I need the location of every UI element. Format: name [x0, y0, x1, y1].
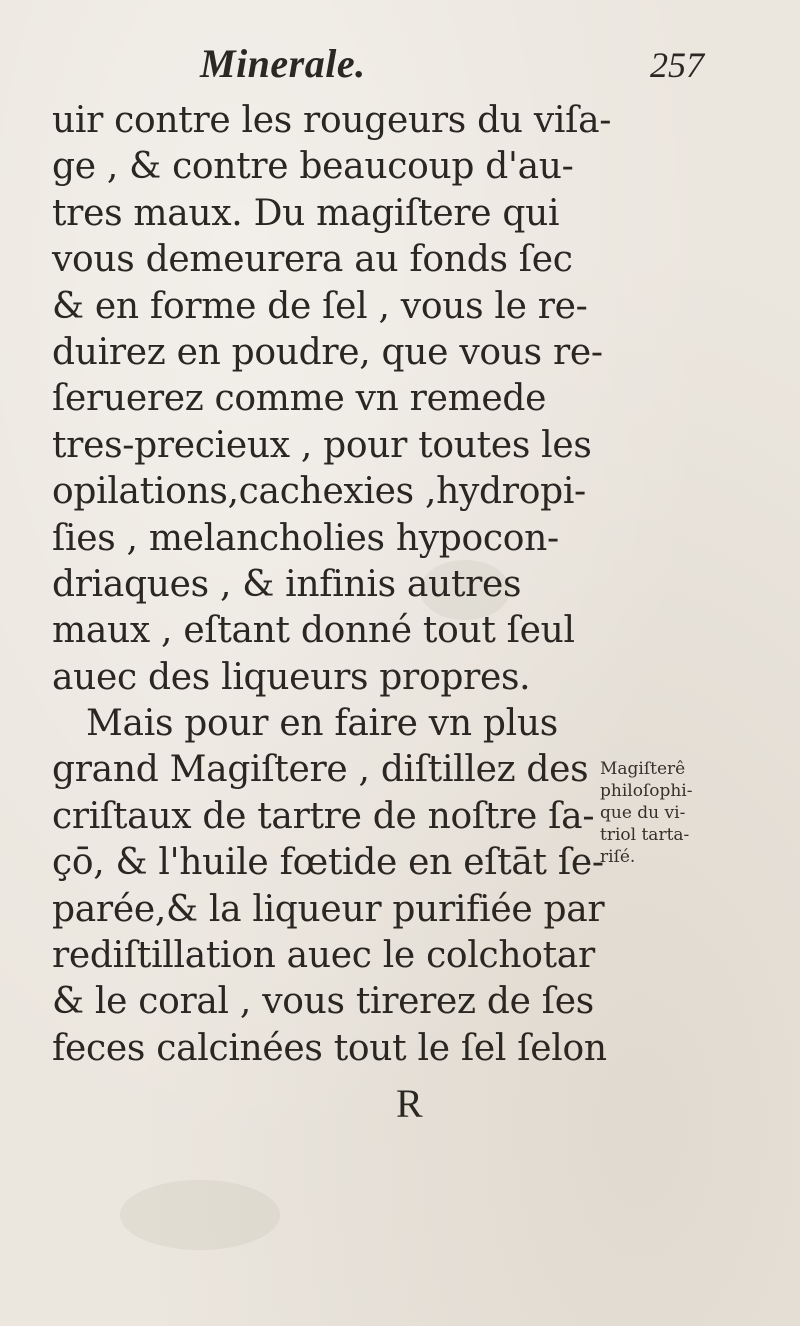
margin-note-line: riſé. — [600, 847, 636, 867]
text-line: tres maux. Du magiſtere qui — [52, 192, 560, 234]
margin-note-line: triol tarta- — [600, 825, 690, 845]
body-text — [52, 98, 612, 1072]
margin-note-line: philoſophi- — [600, 781, 693, 801]
margin-note-line: que du vi- — [600, 803, 686, 823]
text-line: criſtaux de tartre de noſtre ſa- — [52, 795, 595, 837]
page-number: 257 — [650, 45, 704, 85]
text-line: duirez en poudre, que vous re- — [52, 331, 603, 373]
text-line: parée,& la liqueur purifiée par — [52, 888, 605, 930]
text-line: & en forme de ſel , vous le re- — [52, 285, 588, 327]
text-line: çō, & l'huile fœtide en eſtāt ſe- — [52, 842, 604, 884]
text-line: maux , eſtant donné tout ſeul — [52, 610, 575, 652]
text-line: tres-precieux , pour toutes les — [52, 424, 592, 466]
text-line: rediſtillation auec le colchotar — [52, 935, 595, 977]
text-line: Mais pour en faire vn plus — [86, 703, 558, 745]
running-title: Minerale. — [200, 41, 366, 86]
text-line: ge , & contre beaucoup d'au- — [52, 146, 574, 188]
paper-stain — [120, 1180, 280, 1250]
text-line: uir contre les rougeurs du viſa- — [52, 100, 612, 141]
text-line: ſies , melancholies hypocon- — [52, 517, 559, 559]
margin-note — [600, 758, 710, 868]
margin-note-line: Magiſterê — [600, 759, 686, 779]
text-line: feces calcinées tout le ſel ſelon — [52, 1027, 607, 1069]
text-line: auec des liqueurs propres. — [52, 656, 531, 698]
text-line: grand Magiſtere , diſtillez des — [52, 749, 589, 791]
text-line: driaques , & infinis autres — [52, 563, 522, 605]
text-line: ſeruerez comme vn remede — [52, 378, 547, 420]
text-line: vous demeurera au fonds ſec — [52, 239, 573, 281]
text-line: opilations,cachexies ,hydropi- — [52, 471, 586, 513]
running-head — [0, 40, 800, 100]
text-line: & le coral , vous tirerez de ſes — [52, 981, 594, 1023]
catchword: R — [396, 1081, 423, 1126]
